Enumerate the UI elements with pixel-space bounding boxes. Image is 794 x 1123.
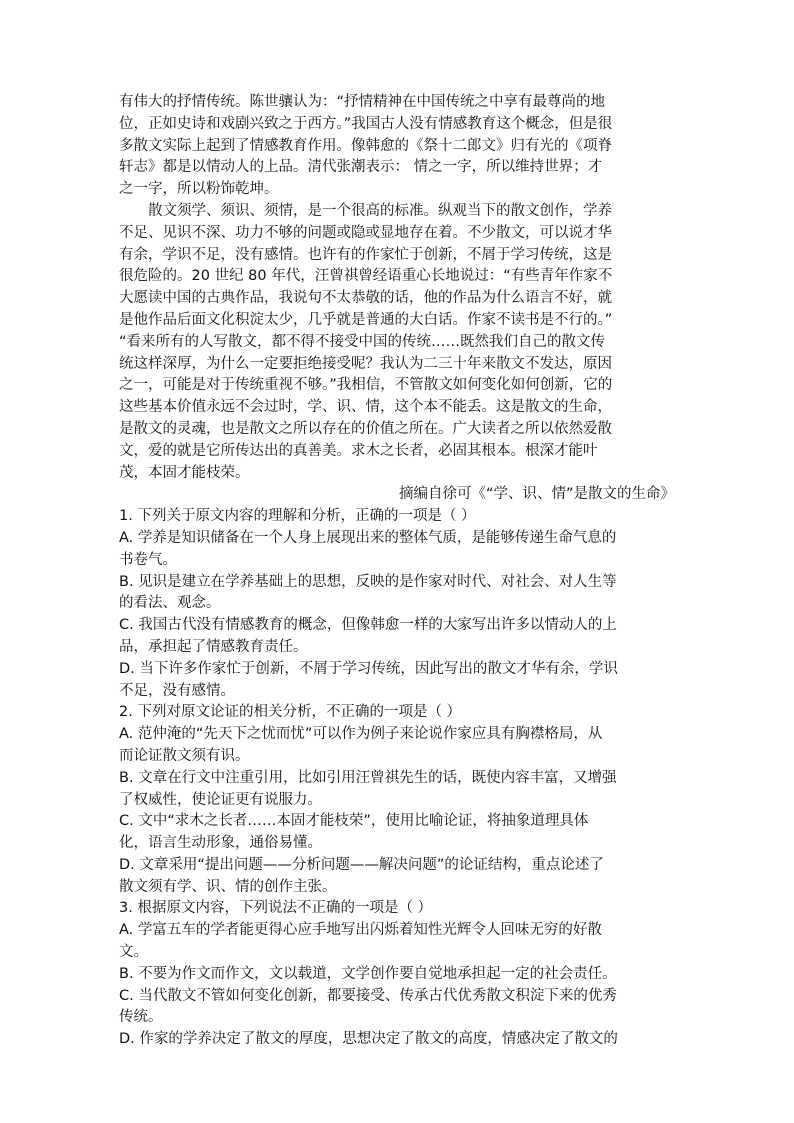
text-line: 是散文的灵魂，也是散文之所以存在的价值之所在。广大读者之所以依然爱散 (119, 420, 612, 437)
question-stem: 2. 下列对原文论证的相关分析，不正确的一项是（ ） (119, 704, 462, 721)
option-d-cont: 不足，没有感情。 (119, 682, 235, 699)
text-line: 之一，可能是对于传统重视不够。”我相信，不管散文如何变化如何创新，它的 (119, 377, 613, 394)
option-b: B. 文章在行文中注重引用，比如引用汪曾祺先生的话，既使内容丰富，又增强 (119, 769, 617, 786)
question-1 (119, 506, 675, 702)
option-c: C. 文中“求木之长者……本固才能枝荣”，使用比喻论证，将抽象道理具体 (119, 813, 589, 830)
option-b-cont: 了权威性，使论证更有说服力。 (119, 791, 322, 808)
text-line: 位，正如史诗和戏剧兴致之于西方。”我国古人没有情感教育这个概念，但是很 (119, 115, 613, 132)
text-line: 茂，本固才能枝荣。 (119, 464, 250, 481)
option-a: A. 学养是知识储备在一个人身上展现出来的整体气质，是能够传递生命气息的 (119, 529, 617, 546)
text-line: “看来所有的人写散文，都不得不接受中国的传统……既然我们自己的散文传 (119, 333, 606, 350)
option-d: D. 当下许多作家忙于创新，不屑于学习传统，因此写出的散文才华有余，学识 (119, 660, 618, 677)
option-c-cont: 传统。 (119, 1009, 163, 1026)
option-b: B. 不要为作文而作文，文以载道，文学创作要自觉地承担起一定的社会责任。 (119, 965, 617, 982)
option-a-cont: 文。 (119, 944, 148, 961)
question-stem: 3. 根据原文内容，下列说法不正确的一项是（ ） (119, 900, 433, 917)
text-line: 有伟大的抒情传统。陈世骧认为：“抒情精神在中国传统之中享有最尊尚的地 (119, 94, 606, 110)
text-line: 文，爱的就是它所传达出的真善美。求木之长者，必固其根本。根深才能叶 (119, 442, 598, 459)
passage-paragraph-1 (119, 92, 675, 201)
source-attribution: 摘编自徐可《“学、识、情”是散文的生命》 (398, 486, 675, 503)
text-line: 有余，学识不足，没有感情。也许有的作家忙于创新，不屑于学习传统，这是 (119, 246, 612, 263)
text-line: 不足、见识不深、功力不够的问题或隐或显地存在着。不少散文，可以说才华 (119, 224, 612, 241)
option-c-cont: 品，承担起了情感教育责任。 (119, 638, 308, 655)
option-b-cont: 的看法、观念。 (119, 595, 221, 612)
text-line: 轩志》都是以情动人的上品。清代张潮表示： 情之一字，所以维持世界；才 (119, 159, 603, 176)
passage-paragraph-2 (119, 201, 675, 484)
option-d: D. 文章采用“提出问题——分析问题——解决问题”的论证结构，重点论述了 (119, 856, 604, 873)
text-line: 多散文实际上起到了情感教育作用。像韩愈的《祭十二郎文》归有光的《项脊 (119, 137, 612, 154)
option-d: D. 作家的学养决定了散文的厚度，思想决定了散文的高度，情感决定了散文的 (119, 1031, 618, 1048)
option-d-cont: 散文须有学、识、情的创作主张。 (119, 878, 337, 895)
text-line: 之一字，所以粉饰乾坤。 (119, 181, 279, 198)
text-line: 统这样深厚，为什么一定要拒绝接受呢？我认为二三十年来散文不发达，原因 (119, 355, 612, 372)
text-line: 很危险的。20 世纪 80 年代，汪曾祺曾经语重心长地说过：“有些青年作家不 (119, 268, 613, 285)
option-a: A. 范仲淹的“先天下之忧而忧”可以作为例子来论说作家应具有胸襟格局，从 (119, 726, 603, 743)
question-2 (119, 702, 675, 898)
option-a: A. 学富五车的学者能更得心应手地写出闪烁着知性光辉令人回味无穷的好散 (119, 922, 602, 939)
option-b: B. 见识是建立在学养基础上的思想，反映的是作家对时代、对社会、对人生等 (119, 573, 617, 590)
option-a-cont: 书卷气。 (119, 551, 177, 568)
option-c: C. 当代散文不管如何变化创新，都要接受、传承古代优秀散文积淀下来的优秀 (119, 987, 617, 1004)
text-line: 这些基本价值永远不会过时，学、识、情，这个本不能丢。这是散文的生命， (119, 399, 612, 416)
option-a-cont: 而论证散文须有识。 (119, 747, 250, 764)
text-line: 大愿读中国的古典作品，我说句不太恭敬的话，他的作品为什么语言不好，就 (119, 290, 612, 307)
question-stem: 1. 下列关于原文内容的理解和分析，正确的一项是（ ） (119, 508, 476, 525)
text-line: 是他作品后面文化积淀太少，几乎就是普通的大白话。作家不读书是不行的。” (119, 311, 613, 328)
option-c: C. 我国古代没有情感教育的概念，但像韩愈一样的大家写出许多以情动人的上 (119, 617, 617, 634)
option-c-cont: 化，语言生动形象，通俗易懂。 (119, 835, 322, 852)
question-3 (119, 898, 675, 1051)
exam-page (119, 92, 675, 1051)
text-line: 散文须学、须识、须情，是一个很高的标准。纵观当下的散文创作，学养 (148, 202, 612, 219)
